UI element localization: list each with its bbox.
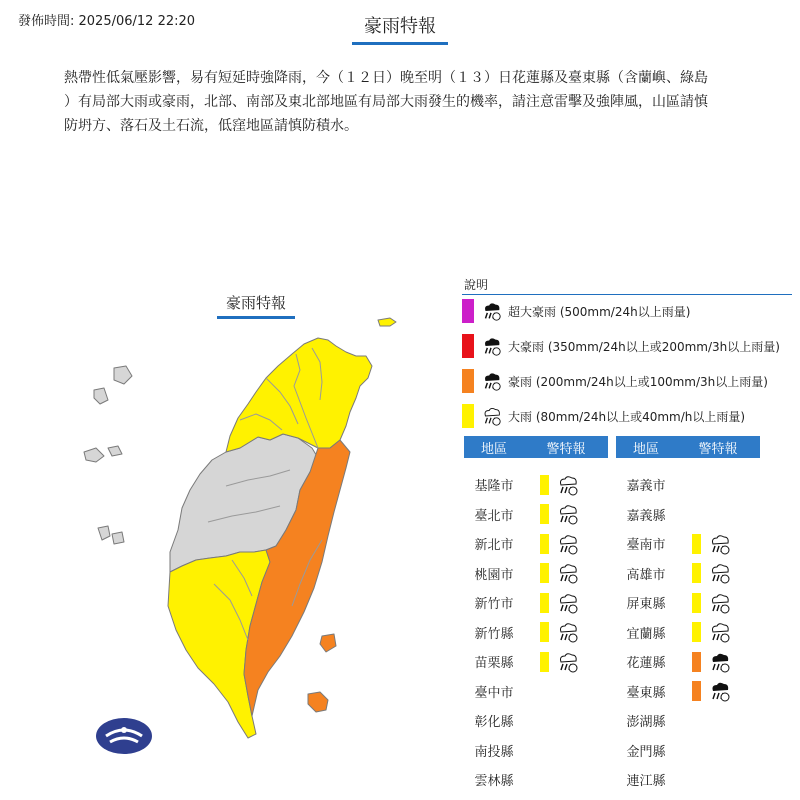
region-header: 地區	[632, 441, 659, 457]
warning-cell	[692, 620, 731, 644]
legend-divider	[462, 294, 792, 295]
heavy-rain-icon	[555, 591, 579, 615]
extremely-heavy-rain-icon	[480, 370, 502, 392]
county-name: 新竹縣	[474, 626, 514, 642]
heavy-rain-icon	[707, 532, 731, 556]
warning-level-bar	[540, 563, 549, 583]
county-row	[458, 647, 579, 677]
county-name: 宜蘭縣	[626, 626, 666, 642]
county-row	[458, 765, 579, 795]
warning-level-bar	[540, 622, 549, 642]
county-row	[610, 500, 731, 530]
warning-cell	[692, 650, 731, 674]
heavy-rain-icon	[707, 620, 731, 644]
warning-cell	[540, 532, 579, 556]
county-name: 嘉義市	[626, 479, 666, 495]
matsu-island	[378, 318, 396, 326]
warning-cell	[692, 532, 731, 556]
warning-level-bar	[692, 681, 701, 701]
county-row	[458, 529, 579, 559]
penghu-island	[114, 366, 132, 384]
heavy-rain-icon	[555, 561, 579, 585]
region-header: 地區	[480, 441, 507, 457]
county-row	[458, 588, 579, 618]
legend-item	[462, 403, 745, 429]
table-header-right	[616, 436, 760, 458]
matsu-island	[98, 526, 110, 540]
heavy-rain-icon	[707, 591, 731, 615]
county-name: 彰化縣	[474, 715, 514, 731]
warning-header: 警特報	[698, 441, 738, 457]
warning-level-bar	[540, 652, 549, 672]
warning-level-bar	[692, 652, 701, 672]
county-row	[458, 736, 579, 766]
county-row	[610, 470, 731, 500]
county-name: 桃園市	[474, 567, 514, 583]
county-row	[610, 706, 731, 736]
kinmen-island	[84, 448, 104, 462]
legend-swatch	[462, 334, 474, 358]
legend-label: 大豪雨 (350mm/24h以上或200mm/3h以上雨量)	[508, 339, 780, 354]
matsu-island	[112, 532, 124, 544]
warning-level-bar	[692, 622, 701, 642]
lanyu-island	[308, 692, 328, 712]
extreme-heavy-rain-icon	[480, 300, 502, 322]
county-row	[458, 559, 579, 589]
warning-cell	[540, 591, 579, 615]
warning-cell	[692, 679, 731, 703]
county-row	[458, 500, 579, 530]
county-row	[610, 559, 731, 589]
county-row	[610, 588, 731, 618]
legend-swatch	[462, 299, 474, 323]
warning-level-bar	[692, 563, 701, 583]
county-name: 連江縣	[626, 774, 666, 790]
warning-level-bar	[540, 475, 549, 495]
county-name: 新竹市	[474, 597, 514, 613]
warning-level-bar	[540, 593, 549, 613]
map-title: 豪雨特報	[217, 292, 295, 319]
county-name: 新北市	[474, 538, 514, 554]
county-row	[610, 647, 731, 677]
legend-label: 大雨 (80mm/24h以上或40mm/h以上雨量)	[508, 409, 746, 424]
legend-swatch	[462, 404, 474, 428]
heavy-rain-icon	[555, 532, 579, 556]
warning-header: 警特報	[546, 441, 586, 457]
county-name: 屏東縣	[626, 597, 666, 613]
heavy-rain-icon	[555, 473, 579, 497]
county-name: 南投縣	[474, 744, 514, 760]
county-row	[458, 618, 579, 648]
heavy-rain-icon	[555, 502, 579, 526]
county-name: 臺中市	[474, 685, 514, 701]
county-name: 花蓮縣	[626, 656, 666, 672]
county-list-right	[610, 470, 731, 795]
county-name: 澎湖縣	[626, 715, 666, 731]
legend-item	[462, 368, 768, 394]
warning-level-bar	[692, 534, 701, 554]
extremely-heavy-rain-icon	[707, 650, 731, 674]
legend-item	[462, 298, 690, 324]
county-row	[610, 736, 731, 766]
county-row	[458, 677, 579, 707]
warning-cell	[540, 620, 579, 644]
county-row	[458, 470, 579, 500]
extremely-heavy-rain-icon	[707, 679, 731, 703]
legend-label: 超大豪雨 (500mm/24h以上雨量)	[508, 304, 691, 319]
county-row	[610, 618, 731, 648]
heavy-rain-icon	[480, 405, 502, 427]
warning-cell	[540, 561, 579, 585]
warning-cell	[540, 650, 579, 674]
legend-swatch	[462, 369, 474, 393]
county-row	[458, 706, 579, 736]
county-name: 金門縣	[626, 744, 666, 760]
heavy-rain-icon	[707, 561, 731, 585]
northern-region	[226, 338, 372, 452]
kinmen-island	[108, 446, 122, 456]
issue-time: 發佈時間: 2025/06/12 22:20	[18, 14, 196, 29]
legend-title: 說明	[464, 278, 489, 292]
table-header-left	[464, 436, 608, 458]
heavy-rain-icon	[555, 620, 579, 644]
county-row	[610, 677, 731, 707]
lyudao-island	[320, 634, 336, 652]
penghu-island	[94, 388, 108, 404]
warning-cell	[692, 591, 731, 615]
torrential-rain-icon	[480, 335, 502, 357]
county-row	[610, 765, 731, 795]
legend-item	[462, 333, 780, 359]
warning-cell	[540, 502, 579, 526]
county-row	[610, 529, 731, 559]
county-list-left	[458, 470, 579, 795]
county-name: 雲林縣	[474, 774, 514, 790]
warning-cell	[692, 561, 731, 585]
description-line: 防坍方、落石及土石流，低窪地區請慎防積水。	[64, 118, 358, 134]
county-name: 臺南市	[626, 538, 666, 554]
warning-cell	[540, 473, 579, 497]
cwa-logo-icon	[94, 716, 154, 756]
county-name: 苗栗縣	[474, 656, 514, 672]
county-name: 高雄市	[626, 567, 666, 583]
county-name: 臺北市	[474, 508, 514, 524]
warning-level-bar	[540, 534, 549, 554]
warning-level-bar	[692, 593, 701, 613]
warning-level-bar	[540, 504, 549, 524]
description-line: 熱帶性低氣壓影響，易有短延時強降雨，今（１２日）晚至明（１３）日花蓮縣及臺東縣（含蘭嶼、綠島	[64, 70, 708, 86]
page-title: 豪雨特報	[352, 12, 448, 45]
description-line: ）有局部大雨或豪雨，北部、南部及東北部地區有局部大雨發生的機率，請注意雷擊及強陣風，山區請慎	[64, 94, 708, 110]
county-name: 基隆市	[474, 479, 514, 495]
county-name: 嘉義縣	[626, 508, 666, 524]
legend-label: 豪雨 (200mm/24h以上或100mm/3h以上雨量)	[508, 374, 768, 389]
heavy-rain-icon	[555, 650, 579, 674]
county-name: 臺東縣	[626, 685, 666, 701]
